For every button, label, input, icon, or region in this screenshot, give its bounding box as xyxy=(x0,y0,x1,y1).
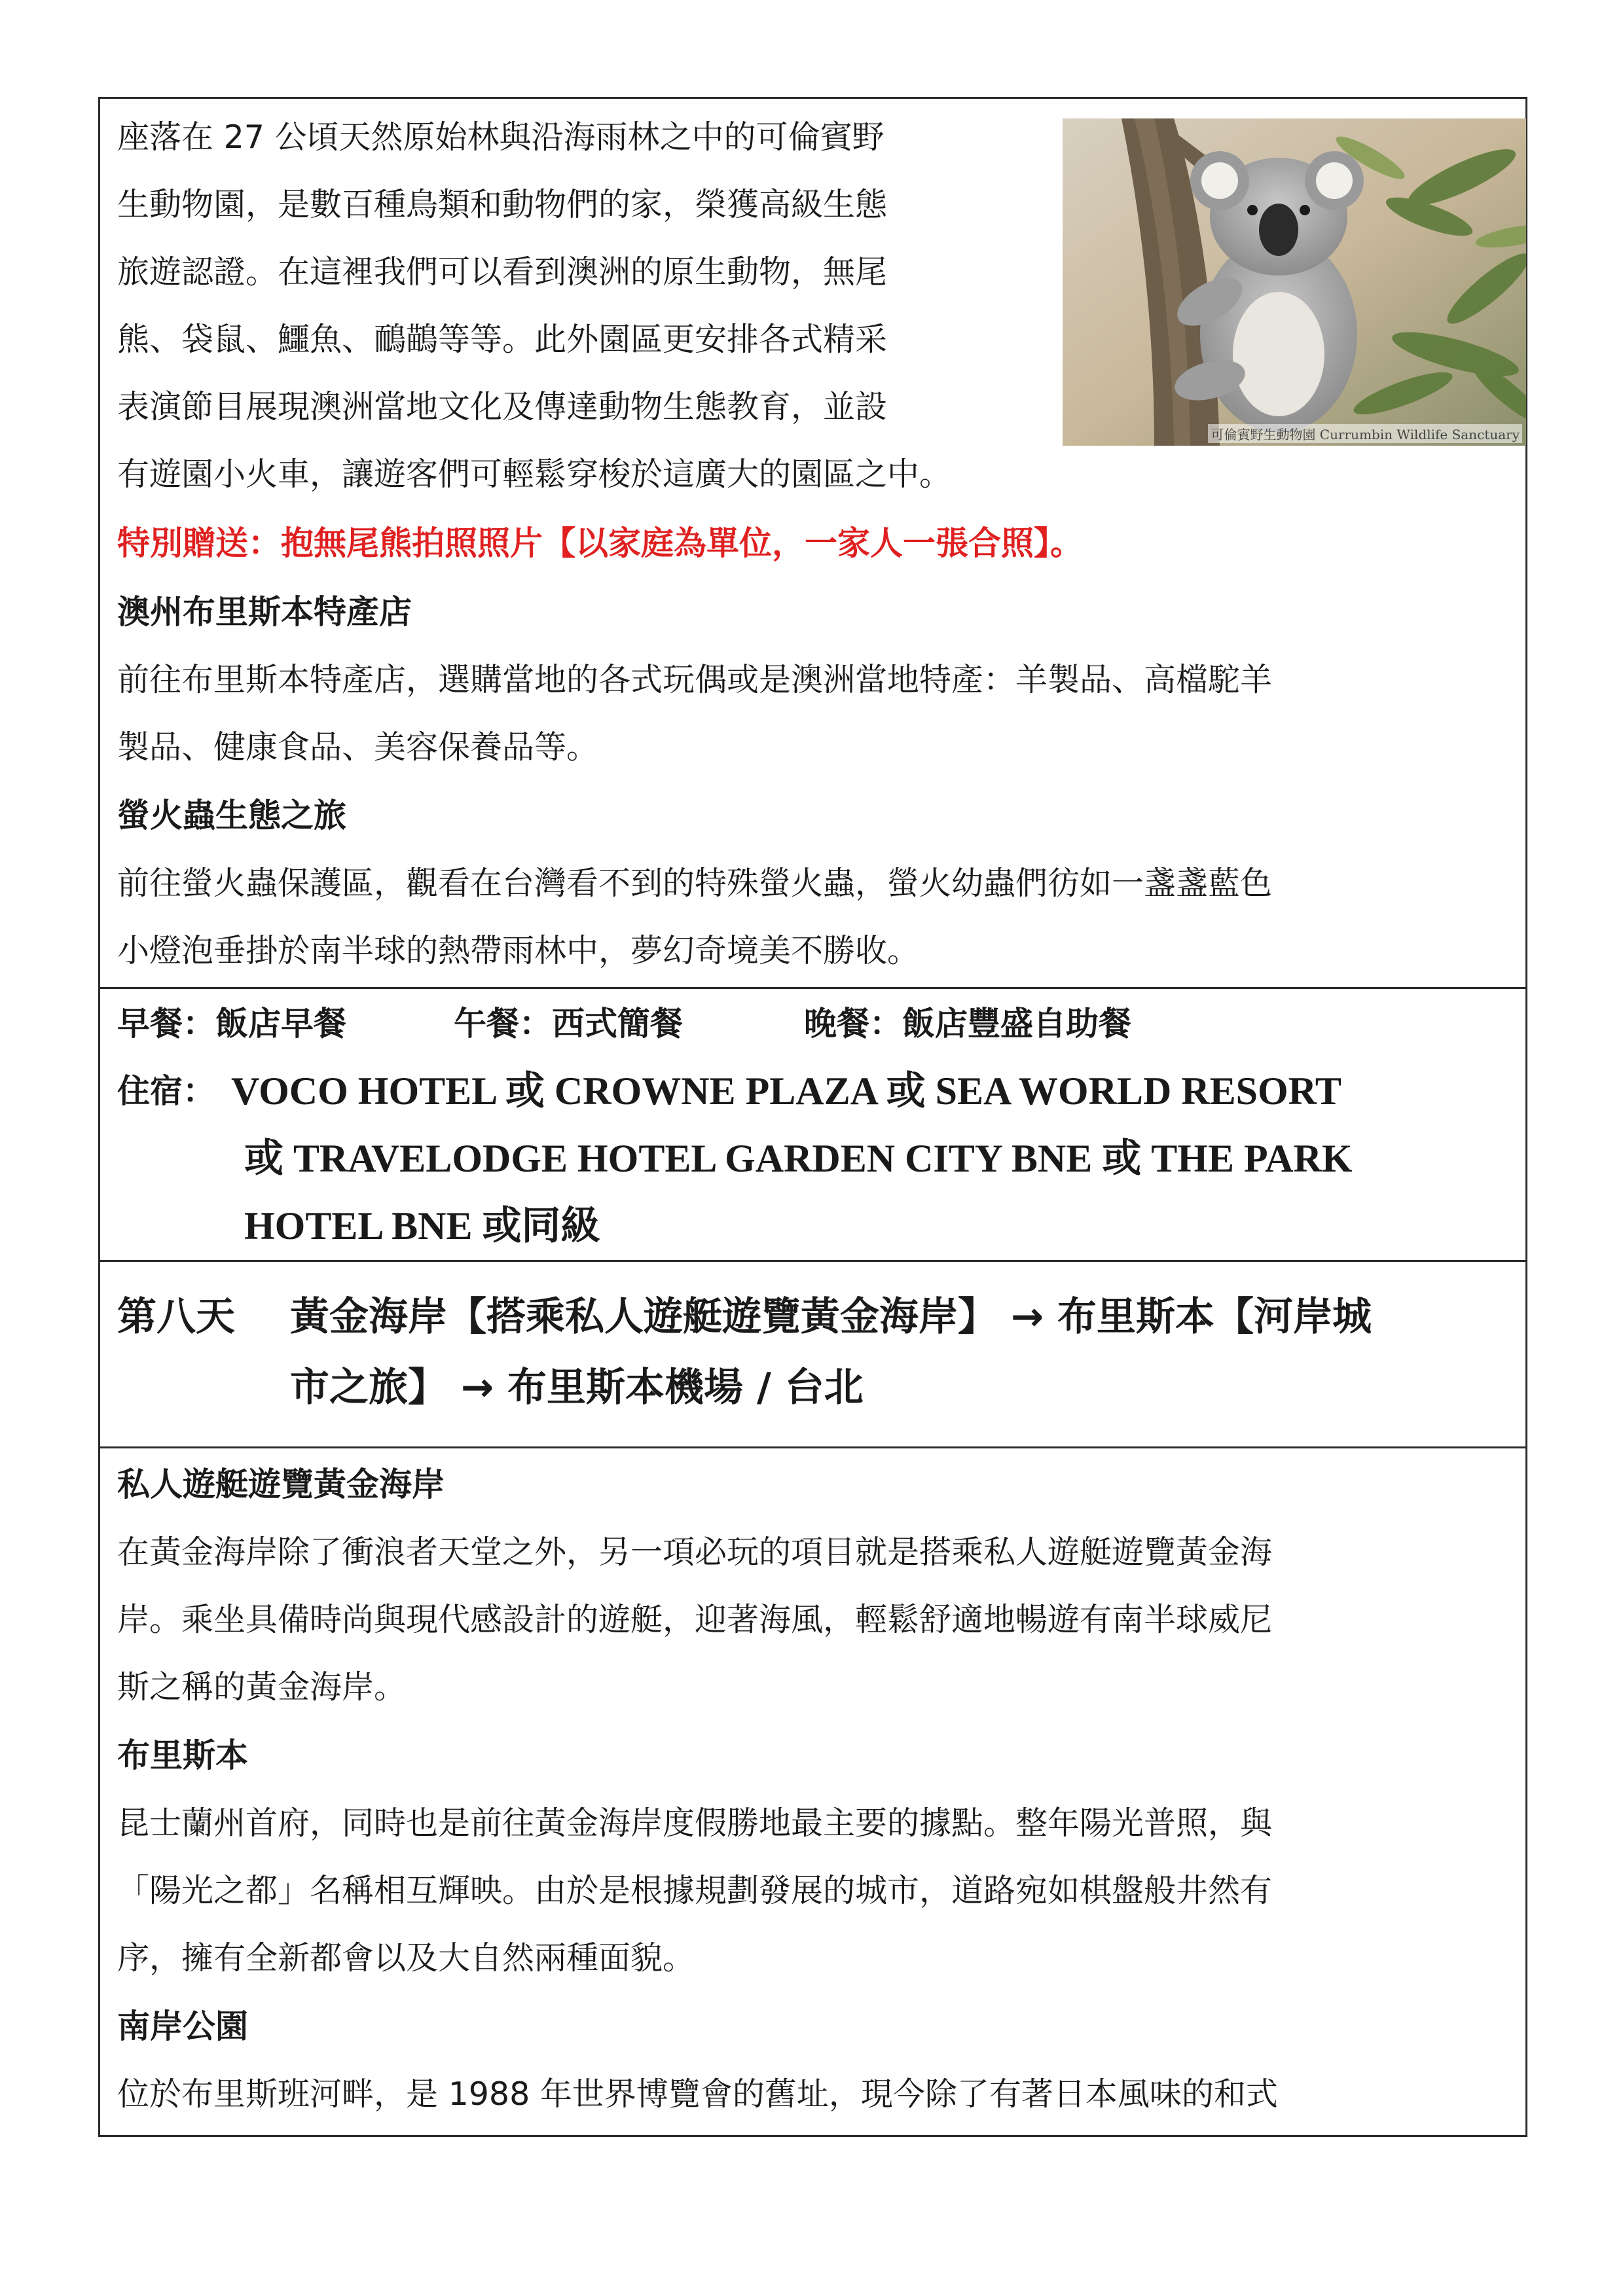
firefly-heading: 螢火蟲生態之旅 xyxy=(117,797,346,834)
intro-line: 座落在 27 公頃天然原始林與沿海雨林之中的可倫賓野 xyxy=(117,118,884,156)
intro-line: 有遊園小火車，讓遊客們可輕鬆穿梭於這廣大的園區之中。 xyxy=(117,456,952,493)
shop-heading: 澳州布里斯本特產店 xyxy=(117,593,412,631)
brisbane-line: 「陽光之都」名稱相互輝映。由於是根據規劃發展的城市，道路宛如棋盤般井然有 xyxy=(117,1872,1273,1909)
breakfast: 早餐：飯店早餐 xyxy=(117,1005,346,1043)
firefly-line: 小燈泡垂掛於南半球的熱帶雨林中，夢幻奇境美不勝收。 xyxy=(117,932,920,969)
lunch: 午餐：西式簡餐 xyxy=(454,1005,683,1043)
yacht-line: 岸。乘坐具備時尚與現代感設計的遊艇，迎著海風，輕鬆舒適地暢遊有南半球威尼 xyxy=(117,1601,1273,1638)
lodging-line: VOCO HOTEL 或 CROWNE PLAZA 或 SEA WORLD RESORT xyxy=(231,1069,1341,1113)
intro-line: 熊、袋鼠、鱷魚、鴯鶓等等。此外園區更安排各式精采 xyxy=(117,321,888,358)
firefly-line: 前往螢火蟲保護區，觀看在台灣看不到的特殊螢火蟲，螢火幼蟲們彷如一盞盞藍色 xyxy=(117,865,1273,902)
yacht-line: 在黃金海岸除了衝浪者天堂之外，另一項必玩的項目就是搭乘私人遊艇遊覽黃金海 xyxy=(117,1534,1273,1571)
day-title-line: 市之旅】 → 布里斯本機場 / 台北 xyxy=(290,1365,864,1410)
lodging-line: HOTEL BNE 或同級 xyxy=(244,1204,600,1247)
brisbane-heading: 布里斯本 xyxy=(117,1736,248,1774)
lodging-label: 住宿： xyxy=(117,1072,215,1110)
day-title-line: 黃金海岸【搭乘私人遊艇遊覽黃金海岸】 → 布里斯本【河岸城 xyxy=(290,1294,1372,1340)
photo-caption: 可倫賓野生動物園 Currumbin Wildlife Sanctuary xyxy=(1208,424,1522,443)
shop-line: 製品、健康食品、美容保養品等。 xyxy=(117,728,599,766)
koala-photo xyxy=(1063,118,1526,446)
day8-details-section xyxy=(98,1448,1527,2137)
intro-line: 旅遊認證。在這裡我們可以看到澳洲的原生動物，無尾 xyxy=(117,253,888,291)
day-label: 第八天 xyxy=(117,1294,235,1340)
southbank-heading: 南岸公園 xyxy=(117,2007,248,2045)
lodging-line: 或 TRAVELODGE HOTEL GARDEN CITY BNE 或 THE PARK xyxy=(244,1137,1353,1180)
special-gift: 特別贈送：抱無尾熊拍照照片【以家庭為單位，一家人一張合照】。 xyxy=(117,524,1083,562)
itinerary-sheet xyxy=(98,97,1527,2137)
attractions-section xyxy=(98,97,1527,989)
brisbane-line: 序，擁有全新都會以及大自然兩種面貌。 xyxy=(117,1939,695,1977)
shop-line: 前往布里斯本特產店，選購當地的各式玩偶或是澳洲當地特產：羊製品、高檔駝羊 xyxy=(117,661,1273,698)
southbank-line: 位於布里斯班河畔，是 1988 年世界博覽會的舊址，現今除了有著日本風味的和式 xyxy=(117,2075,1278,2113)
intro-line: 表演節目展現澳洲當地文化及傳達動物生態教育，並設 xyxy=(117,388,888,425)
koala-image xyxy=(1063,118,1526,446)
day-header-section xyxy=(98,1262,1527,1448)
intro-line: 生動物園，是數百種鳥類和動物們的家，榮獲高級生態 xyxy=(117,186,888,223)
dinner: 晚餐：飯店豐盛自助餐 xyxy=(804,1005,1131,1043)
brisbane-line: 昆士蘭州首府，同時也是前往黃金海岸度假勝地最主要的據點。整年陽光普照，與 xyxy=(117,1804,1273,1842)
yacht-heading: 私人遊艇遊覽黃金海岸 xyxy=(117,1465,445,1503)
yacht-line: 斯之稱的黃金海岸。 xyxy=(117,1668,407,1706)
meals-lodging-section xyxy=(98,989,1527,1262)
